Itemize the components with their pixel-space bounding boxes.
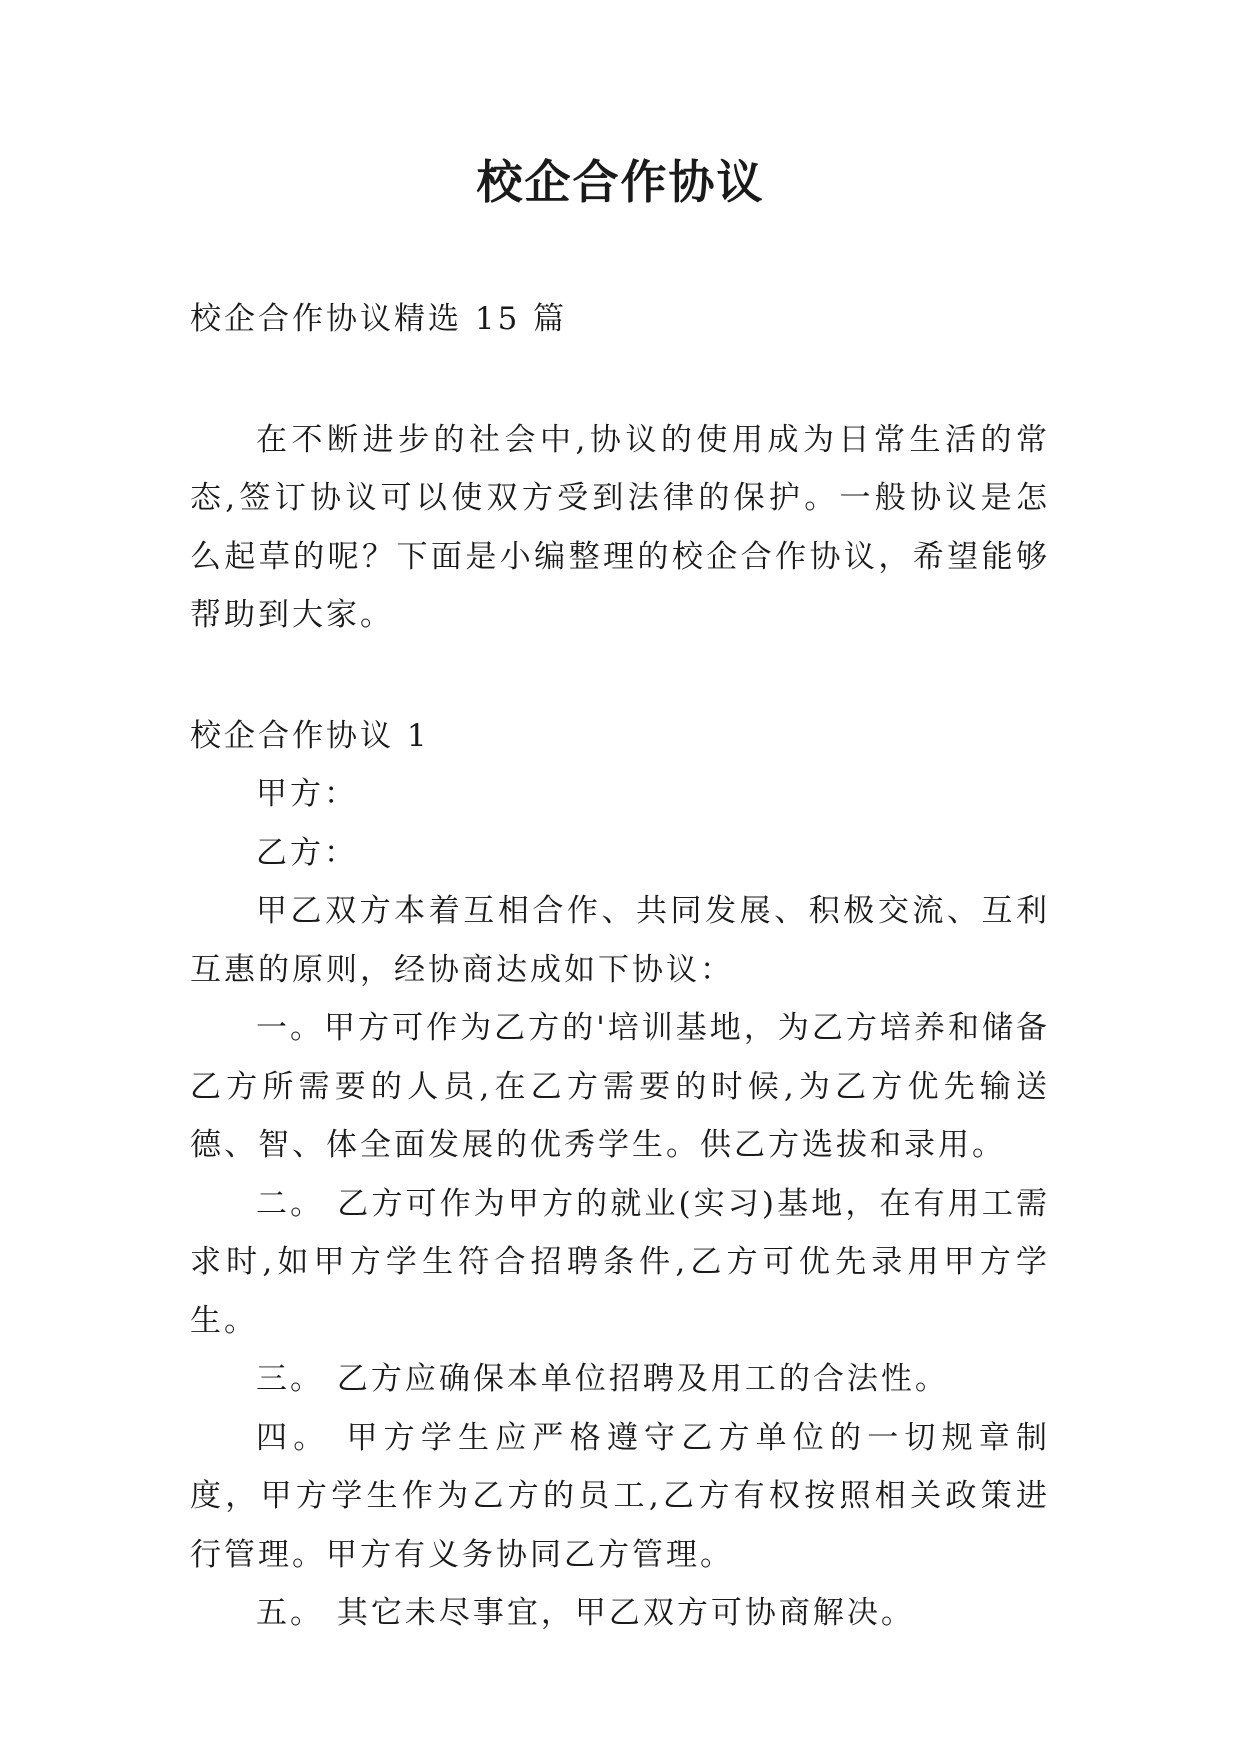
clause-5: 五。 其它未尽事宜，甲乙双方可协商解决。: [256, 1595, 915, 1631]
clause-2: 二。 乙方可作为甲方的就业(实习)基地，在有用工需求时,如甲方学生符合招聘条件,乙方可优先录用甲方学生。: [190, 1185, 1050, 1339]
party-b-line: 乙方：: [256, 834, 358, 871]
preamble-paragraph: 甲乙双方本着互相合作、共同发展、积极交流、互利互惠的原则，经协商达成如下协议：: [190, 893, 1050, 988]
section-heading: 校企合作协议 1: [190, 717, 430, 754]
clause-3: 三。 乙方应确保本单位招聘及用工的合法性。: [256, 1361, 949, 1397]
clause-4: 四。 甲方学生应严格遵守乙方单位的一切规章制度，甲方学生作为乙方的员工,乙方有权按照相关政策进行管理。甲方有义务协同乙方管理。: [190, 1419, 1050, 1573]
document-title: 校企合作协议: [476, 155, 765, 209]
document-subtitle: 校企合作协议精选 15 篇: [190, 301, 568, 337]
party-a-line: 甲方：: [256, 776, 358, 812]
intro-paragraph: 在不断进步的社会中,协议的使用成为日常生活的常态,签订协议可以使双方受到法律的保护。一般协议是怎么起草的呢？下面是小编整理的校企合作协议，希望能够帮助到大家。: [190, 421, 1050, 633]
document-body: [190, 290, 1050, 1643]
clause-1: 一。甲方可作为乙方的'培训基地，为乙方培养和储备乙方所需要的人员,在乙方需要的时候,为乙方优先输送德、智、体全面发展的优秀学生。供乙方选拔和录用。: [190, 1010, 1050, 1163]
